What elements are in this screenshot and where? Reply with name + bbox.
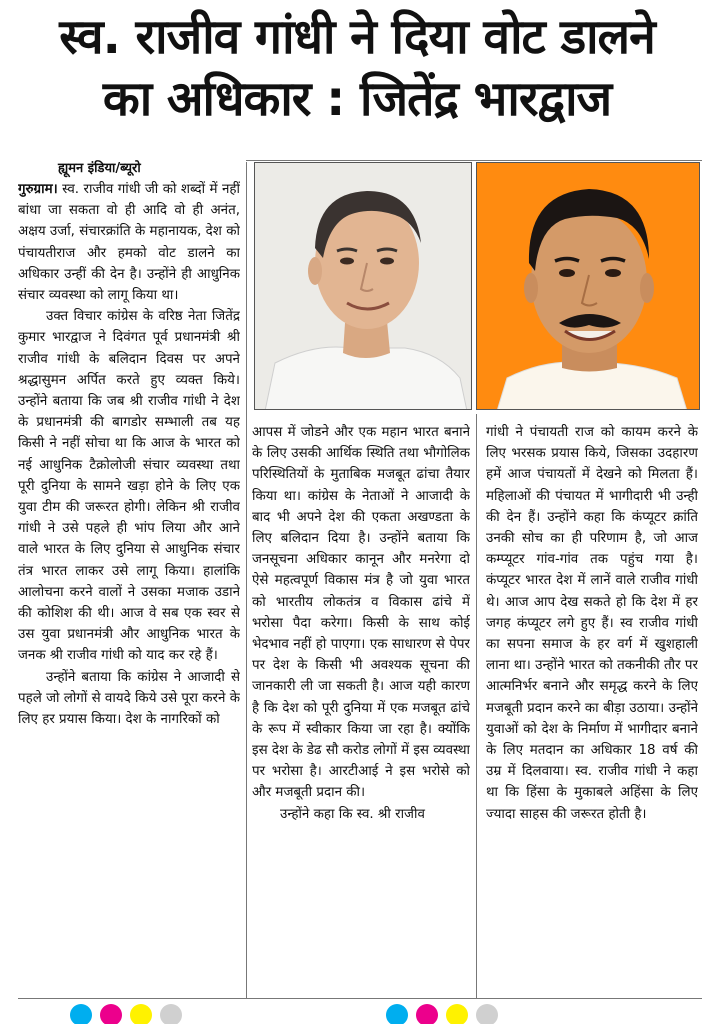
article-column-1 bbox=[18, 179, 240, 999]
paragraph: उन्होंने कहा कि स्व. श्री राजीव bbox=[280, 806, 425, 822]
headline bbox=[0, 6, 714, 130]
paragraph: उन्होंने बताया कि कांग्रेस ने आजादी से पहले जो लोगों से वायदे किये उसे पूरा करने के लिए हर प्रयास किया। देश के नागरिकों को bbox=[18, 669, 240, 728]
paragraph: उक्त विचार कांग्रेस के वरिष्ठ नेता जितेंद्र कुमार भारद्वाज ने दिवंगत पूर्व प्रधानमंत्री श्री राजीव गांधी के बलिदान दिवस पर अपने श्रद्धासुमन अर्पित करते हुए व्यक्त किये। उन्होंने बताया कि जब श्री राजीव गांधी ने देश के प्रधानमंत्री की बागडोर सम्भाली तब यह किसी ने नहीं सोचा था कि आज के भारत को नई आधुनिक टैक्रोलोजी संचार व्यवस्था तथा पूरी दुनिया के सामने खड़ा होने के लिए एक युवा टीम की जरूरत होगी। लेकिन श्री राजीव गांधी ने उसे पहले ही भांप लिया और आने वाले भारत के लिए दुनिया से आधुनिक संचार तंत्र भारत लाकर उसे लागू किया। हालांकि आलोचना करने वालों ने उसका मजाक उडाने की कोशिश की थी। आज वे सब एक स्वर से उस युवा प्रधानमंत्री और आधुनिक भारत के जनक श्री राजीव गांधी को याद कर रहे हैं। bbox=[18, 309, 240, 664]
paragraph: गांधी ने पंचायती राज को कायम करने के लिए भरसक प्रयास किये, जिसका उदहारण हमें आज पंचायतों में देखने को मिलता हैं। महिलाओं की पंचायत में भागीदारी भी उन्ही की देन हैं। उन्होंने कहा कि कंप्यूटर क्रांति उनकी सोच का ही परिणाम है, जो आज कम्प्यूटर गांव-गांव तक पहुंच गया है। कंप्यूटर भारत देश में लानें वाले राजीव गांधी थे। आज आप देख सकते हो कि देश में हर जगह कंप्यूटर लगे हुए हैं। स्व राजीव गांधी का सपना समाज के हर वर्ग में खुशहाली लाना था। उन्होंने भारत को तकनीकी तौर पर आत्मनिर्भर बनाने और समृद्ध करने के लिए मजबूती प्रदान करने का बीड़ा उठाया। उन्होंने युवाओं को देश के निर्माण में भागीदार बनाने के लिए मतदान का अधिकार 18 वर्ष की उम्र में दिलवाया। स्व. राजीव गांधी ने कहा था कि हिंसा के मुकाबले अहिंसा के लिए ज्यादा साहस की जरूरत होती है। bbox=[486, 425, 698, 822]
paragraph bbox=[18, 179, 240, 306]
yellow-dot-icon bbox=[446, 1004, 468, 1024]
registration-marks-right bbox=[386, 1004, 506, 1024]
portrait-illustration bbox=[477, 163, 700, 410]
cyan-dot-icon bbox=[70, 1004, 92, 1024]
top-rule bbox=[246, 160, 702, 161]
gray-dot-icon bbox=[160, 1004, 182, 1024]
yellow-dot-icon bbox=[130, 1004, 152, 1024]
paragraph-text: स्व. राजीव गांधी जी को शब्दों में नहीं बांधा जा सकता वो ही आदि वो ही अनंत, अक्षय उर्जा, संचारक्रांति के महानायक, देश को पंचायतीराज और हमको वोट डालने का अधिकार उन्हीं की देन है। उन्होंने ही आधुनिक संचार व्यवस्था को लागू किया था। bbox=[18, 182, 240, 304]
paragraph: आपस में जोडने और एक महान भारत बनाने के लिए उसकी आर्थिक स्थिति तथा भौगोलिक परिस्थितियों के मुताबिक मजबूत ढांचा तैयार किया था। कांग्रेस के नेताओं ने आजादी के बाद भी अपने देश की एकता अखण्डता के लिए बलिदान दिया है। उन्होंने बताया कि जनसूचना अधिकार कानून और मनरेगा दो ऐसे महत्वपूर्ण विकास मंत्र है जो युवा भारत को भारतीय लोकतंत्र व विकास ढांचे में भरोसा पैदा करेगा। किसी के साथ कोई भेदभाव नहीं हो पाएगा। एक साधारण से पेपर पर देश के किसी भी अवश्यक सूचना की जानकारी ली जा सकती है। आज यही कारण है कि देश को पूरी दुनिया में एक मजबूत ढांचे के रूप में स्वीकार किया जा रहा है। क्योंकि इस देश के डेढ सौ करोड लोगों में इस व्यवस्था पर भरोसा है। आरटीआई ने इस भरोसे को और मजबूती प्रदान की। bbox=[252, 425, 470, 801]
article-column-3 bbox=[486, 422, 698, 992]
registration-marks-left bbox=[70, 1004, 190, 1024]
magenta-dot-icon bbox=[100, 1004, 122, 1024]
gray-dot-icon bbox=[476, 1004, 498, 1024]
portrait-illustration bbox=[255, 163, 472, 410]
byline: ह्यूमन इंडिया/ब्यूरो bbox=[58, 161, 141, 176]
dateline: गुरुग्राम। bbox=[18, 182, 58, 197]
cyan-dot-icon bbox=[386, 1004, 408, 1024]
photo-jitender-bhardwaj bbox=[476, 162, 700, 410]
photo-rajiv-gandhi bbox=[254, 162, 472, 410]
column-divider bbox=[246, 162, 247, 998]
article-column-2 bbox=[252, 422, 470, 992]
headline-line-1: स्व. राजीव गांधी ने दिया वोट डालने bbox=[59, 9, 655, 65]
headline-line-2: का अधिकार : जितेंद्र भारद्वाज bbox=[102, 71, 612, 127]
bottom-rule bbox=[18, 998, 702, 999]
magenta-dot-icon bbox=[416, 1004, 438, 1024]
column-divider bbox=[476, 414, 477, 998]
